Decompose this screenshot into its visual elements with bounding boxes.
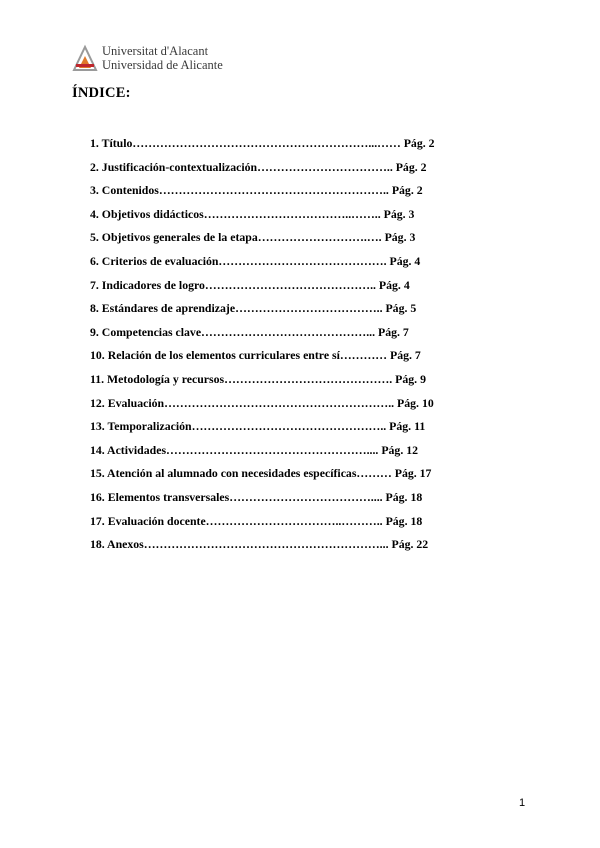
page-number: 1 — [519, 797, 526, 809]
university-logo — [72, 44, 242, 76]
toc-entry: 12. Evaluación………………………………………………….. Pág. 10 — [90, 395, 434, 410]
toc-entry: 15. Atención al alumnado con necesidades específicas……… Pág. 17 — [90, 466, 432, 481]
toc-entry: 3. Contenidos………………………………………………….. Pág. 2 — [90, 183, 423, 198]
logo-line-2: Universidad de Alicante — [102, 58, 223, 72]
toc-entry: 16. Elementos transversales……………………………….... Pág. 18 — [90, 489, 423, 504]
toc-entry: 18. Anexos……………………………………………………... Pág. 22 — [90, 537, 429, 552]
toc-entry: 17. Evaluación docente……………………………..……….. Pág. 18 — [90, 513, 423, 528]
toc-entry: 8. Estándares de aprendizaje……………………………….. Pág. 5 — [90, 301, 417, 316]
toc-entry: 6. Criterios de evaluación……………………………………. Pág. 4 — [90, 253, 421, 268]
logo-line-1: Universitat d'Alacant — [102, 44, 209, 58]
toc-entry: 9. Competencias clave……………………………………... Pág. 7 — [90, 324, 409, 339]
toc-entry: 5. Objetivos generales de la etapa……………………….…. Pág. 3 — [90, 230, 416, 245]
university-emblem-icon — [72, 44, 98, 72]
toc-entry: 10. Relación de los elementos curriculares entre sí………… Pág. 7 — [90, 348, 421, 363]
toc-entry: 4. Objetivos didácticos………………………………..…….. Pág. 3 — [90, 206, 415, 221]
toc-entry: 1. Título……………………………………………………...…… Pág. 2 — [90, 136, 435, 150]
toc-title: ÍNDICE: — [72, 85, 131, 101]
toc-entry: 7. Indicadores de logro…………………………………….. Pág. 4 — [90, 277, 410, 292]
toc-entry: 2. Justificación-contextualización…………………………….. Pág. 2 — [90, 159, 427, 174]
toc-entry: 11. Metodología y recursos……………………………………. Pág. 9 — [90, 371, 426, 386]
toc-entry: 14. Actividades…………………………………………….... Pág. 12 — [90, 442, 419, 457]
toc-entry: 13. Temporalización………………………………………….. Pág. 11 — [90, 419, 426, 434]
table-of-contents — [90, 136, 470, 561]
